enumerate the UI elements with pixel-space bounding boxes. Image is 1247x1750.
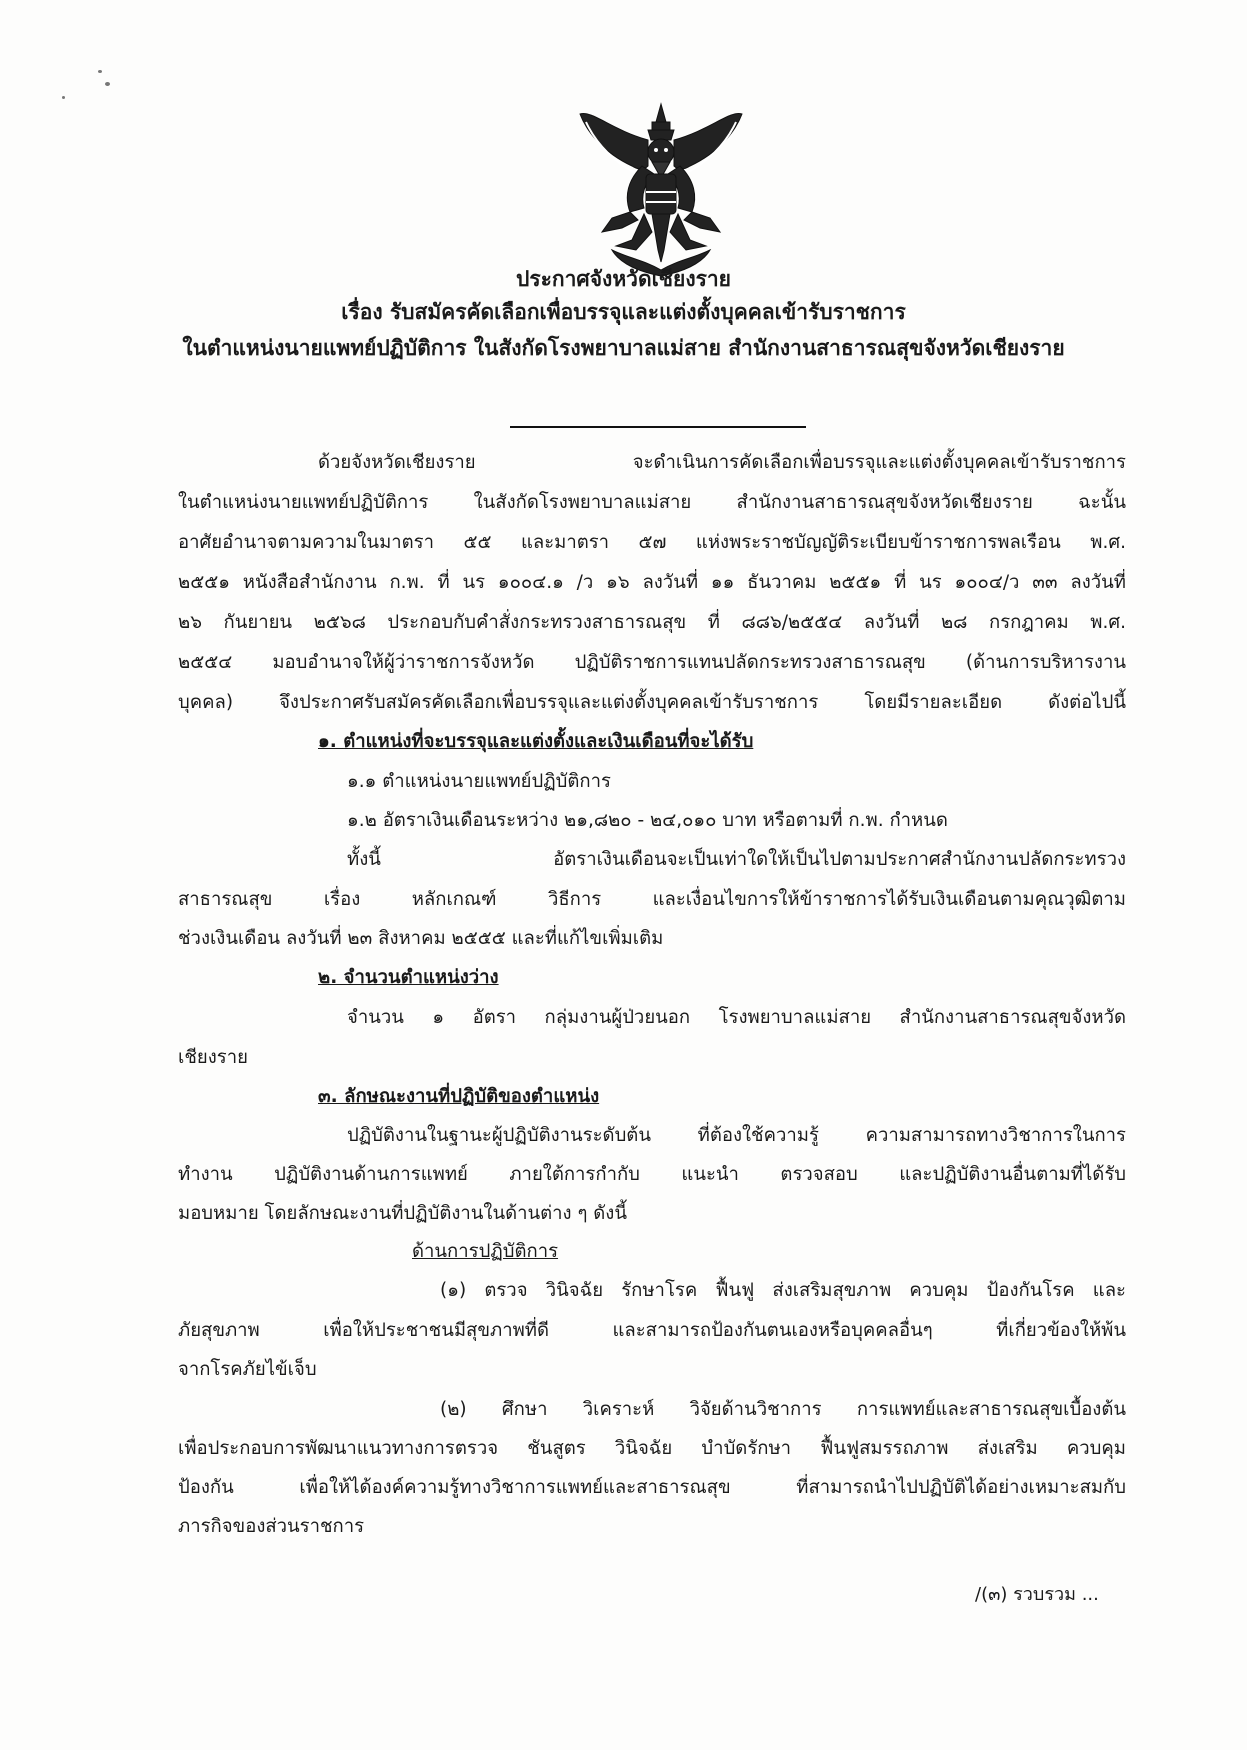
document-position-line: ในตำแหน่งนายแพทย์ปฏิบัติการ ในสังกัดโรงพยาบาลแม่สาย สำนักงานสาธารณสุขจังหวัดเชียงราย	[182, 336, 1065, 360]
section-3-text-line: มอบหมาย โดยลักษณะงานที่ปฏิบัติงานในด้านต่าง ๆ ดังนี้	[178, 1203, 627, 1224]
intro-line: บุคคล) จึงประกาศรับสมัครคัดเลือกเพื่อบรรจุและแต่งตั้งบุคคลเข้ารับราชการ โดยมีรายละเอียด ดังต่อไปนี้	[178, 692, 1126, 713]
intro-line: ๒๕๕๑ หนังสือสำนักงาน ก.พ. ที่ นร ๑๐๐๔.๑ /ว ๑๖ ลงวันที่ ๑๑ ธันวาคม ๒๕๕๑ ที่ นร ๑๐๐๔/ว ๓๓ ลงวันที่	[178, 572, 1126, 593]
section-1-note-line: ทั้งนี้ อัตราเงินเดือนจะเป็นเท่าใดให้เป็นไปตามประกาศสำนักงานปลัดกระทรวง	[347, 849, 1126, 870]
document-title: ประกาศจังหวัดเชียงราย	[516, 267, 731, 291]
section-3-text-line: ปฏิบัติงานในฐานะผู้ปฏิบัติงานระดับต้น ที่ต้องใช้ความรู้ ความสามารถทางวิชาการในการ	[347, 1125, 1126, 1146]
section-2-text-line: จำนวน ๑ อัตรา กลุ่มงานผู้ป่วยนอก โรงพยาบาลแม่สาย สำนักงานสาธารณสุขจังหวัด	[347, 1007, 1126, 1028]
section-1-heading: ๑. ตำแหน่งที่จะบรรจุและแต่งตั้งและเงินเดือนที่จะได้รับ	[318, 731, 754, 752]
section-3-text-line: ทำงาน ปฏิบัติงานด้านการแพทย์ ภายใต้การกำกับ แนะนำ ตรวจสอบ และปฏิบัติงานอื่นตามที่ได้รับ	[178, 1164, 1126, 1185]
duty-item-2-line: เพื่อประกอบการพัฒนาแนวทางการตรวจ ชันสูตร วินิจฉัย บำบัดรักษา ฟื้นฟูสมรรถภาพ ส่งเสริม ควบคุม	[178, 1438, 1126, 1459]
section-1-note-line: ช่วงเงินเดือน ลงวันที่ ๒๓ สิงหาคม ๒๕๕๕ และที่แก้ไขเพิ่มเติม	[178, 928, 664, 949]
intro-line: ในตำแหน่งนายแพทย์ปฏิบัติการ ในสังกัดโรงพยาบาลแม่สาย สำนักงานสาธารณสุขจังหวัดเชียงราย ฉะนั้น	[178, 492, 1126, 513]
intro-line: อาศัยอำนาจตามความในมาตรา ๕๕ และมาตรา ๕๗ แห่งพระราชบัญญัติระเบียบข้าราชการพลเรือน พ.ศ.	[178, 532, 1126, 553]
section-1-item-2: ๑.๒ อัตราเงินเดือนระหว่าง ๒๑,๘๒๐ - ๒๔,๐๑๐ บาท หรือตามที่ ก.พ. กำหนด	[347, 810, 948, 831]
duty-item-2-line: (๒) ศึกษา วิเคราะห์ วิจัยด้านวิชาการ การแพทย์และสาธารณสุขเบื้องต้น	[440, 1399, 1126, 1420]
scan-speck	[105, 82, 110, 86]
section-1-item-1: ๑.๑ ตำแหน่งนายแพทย์ปฏิบัติการ	[347, 771, 611, 792]
section-2-heading: ๒. จำนวนตำแหน่งว่าง	[318, 967, 499, 988]
continuation-note: /(๓) รวบรวม ...	[975, 1584, 1099, 1605]
garuda-emblem-icon	[572, 100, 750, 280]
intro-line: ๒๖ กันยายน ๒๕๖๘ ประกอบกับคำสั่งกระทรวงสาธารณสุข ที่ ๘๘๖/๒๕๕๔ ลงวันที่ ๒๘ กรกฎาคม พ.ศ.	[178, 612, 1126, 633]
duty-item-2-line: ป้องกัน เพื่อให้ได้องค์ความรู้ทางวิชาการแพทย์และสาธารณสุข ที่สามารถนำไปปฏิบัติได้อย่างเหมาะสมกับ	[178, 1477, 1126, 1498]
document-subject: เรื่อง รับสมัครคัดเลือกเพื่อบรรจุและแต่งตั้งบุคคลเข้ารับราชการ	[341, 300, 906, 324]
scan-speck	[98, 70, 102, 73]
section-2-text-line: เชียงราย	[178, 1047, 248, 1068]
scan-speck	[62, 96, 65, 99]
section-3-subheading: ด้านการปฏิบัติการ	[412, 1241, 559, 1262]
section-3-heading: ๓. ลักษณะงานที่ปฏิบัติของตำแหน่ง	[318, 1086, 600, 1107]
duty-item-1-line: ภัยสุขภาพ เพื่อให้ประชาชนมีสุขภาพที่ดี และสามารถป้องกันตนเองหรือบุคคลอื่นๆ ที่เกี่ยวข้องให้พ้น	[178, 1320, 1126, 1341]
intro-line: ๒๕๕๔ มอบอำนาจให้ผู้ว่าราชการจังหวัด ปฏิบัติราชการแทนปลัดกระทรวงสาธารณสุข (ด้านการบริหารงาน	[178, 652, 1126, 673]
duty-item-2-line: ภารกิจของส่วนราชการ	[178, 1516, 365, 1537]
duty-item-1-line: (๑) ตรวจ วินิจฉัย รักษาโรค ฟื้นฟู ส่งเสริมสุขภาพ ควบคุม ป้องกันโรค และ	[440, 1280, 1126, 1301]
duty-item-1-line: จากโรคภัยไข้เจ็บ	[178, 1359, 317, 1380]
intro-line: ด้วยจังหวัดเชียงราย จะดำเนินการคัดเลือกเพื่อบรรจุและแต่งตั้งบุคคลเข้ารับราชการ	[318, 452, 1126, 473]
section-1-note-line: สาธารณสุข เรื่อง หลักเกณฑ์ วิธีการ และเงื่อนไขการให้ข้าราชการได้รับเงินเดือนตามคุณวุฒิตาม	[178, 889, 1126, 910]
title-divider	[510, 426, 806, 428]
